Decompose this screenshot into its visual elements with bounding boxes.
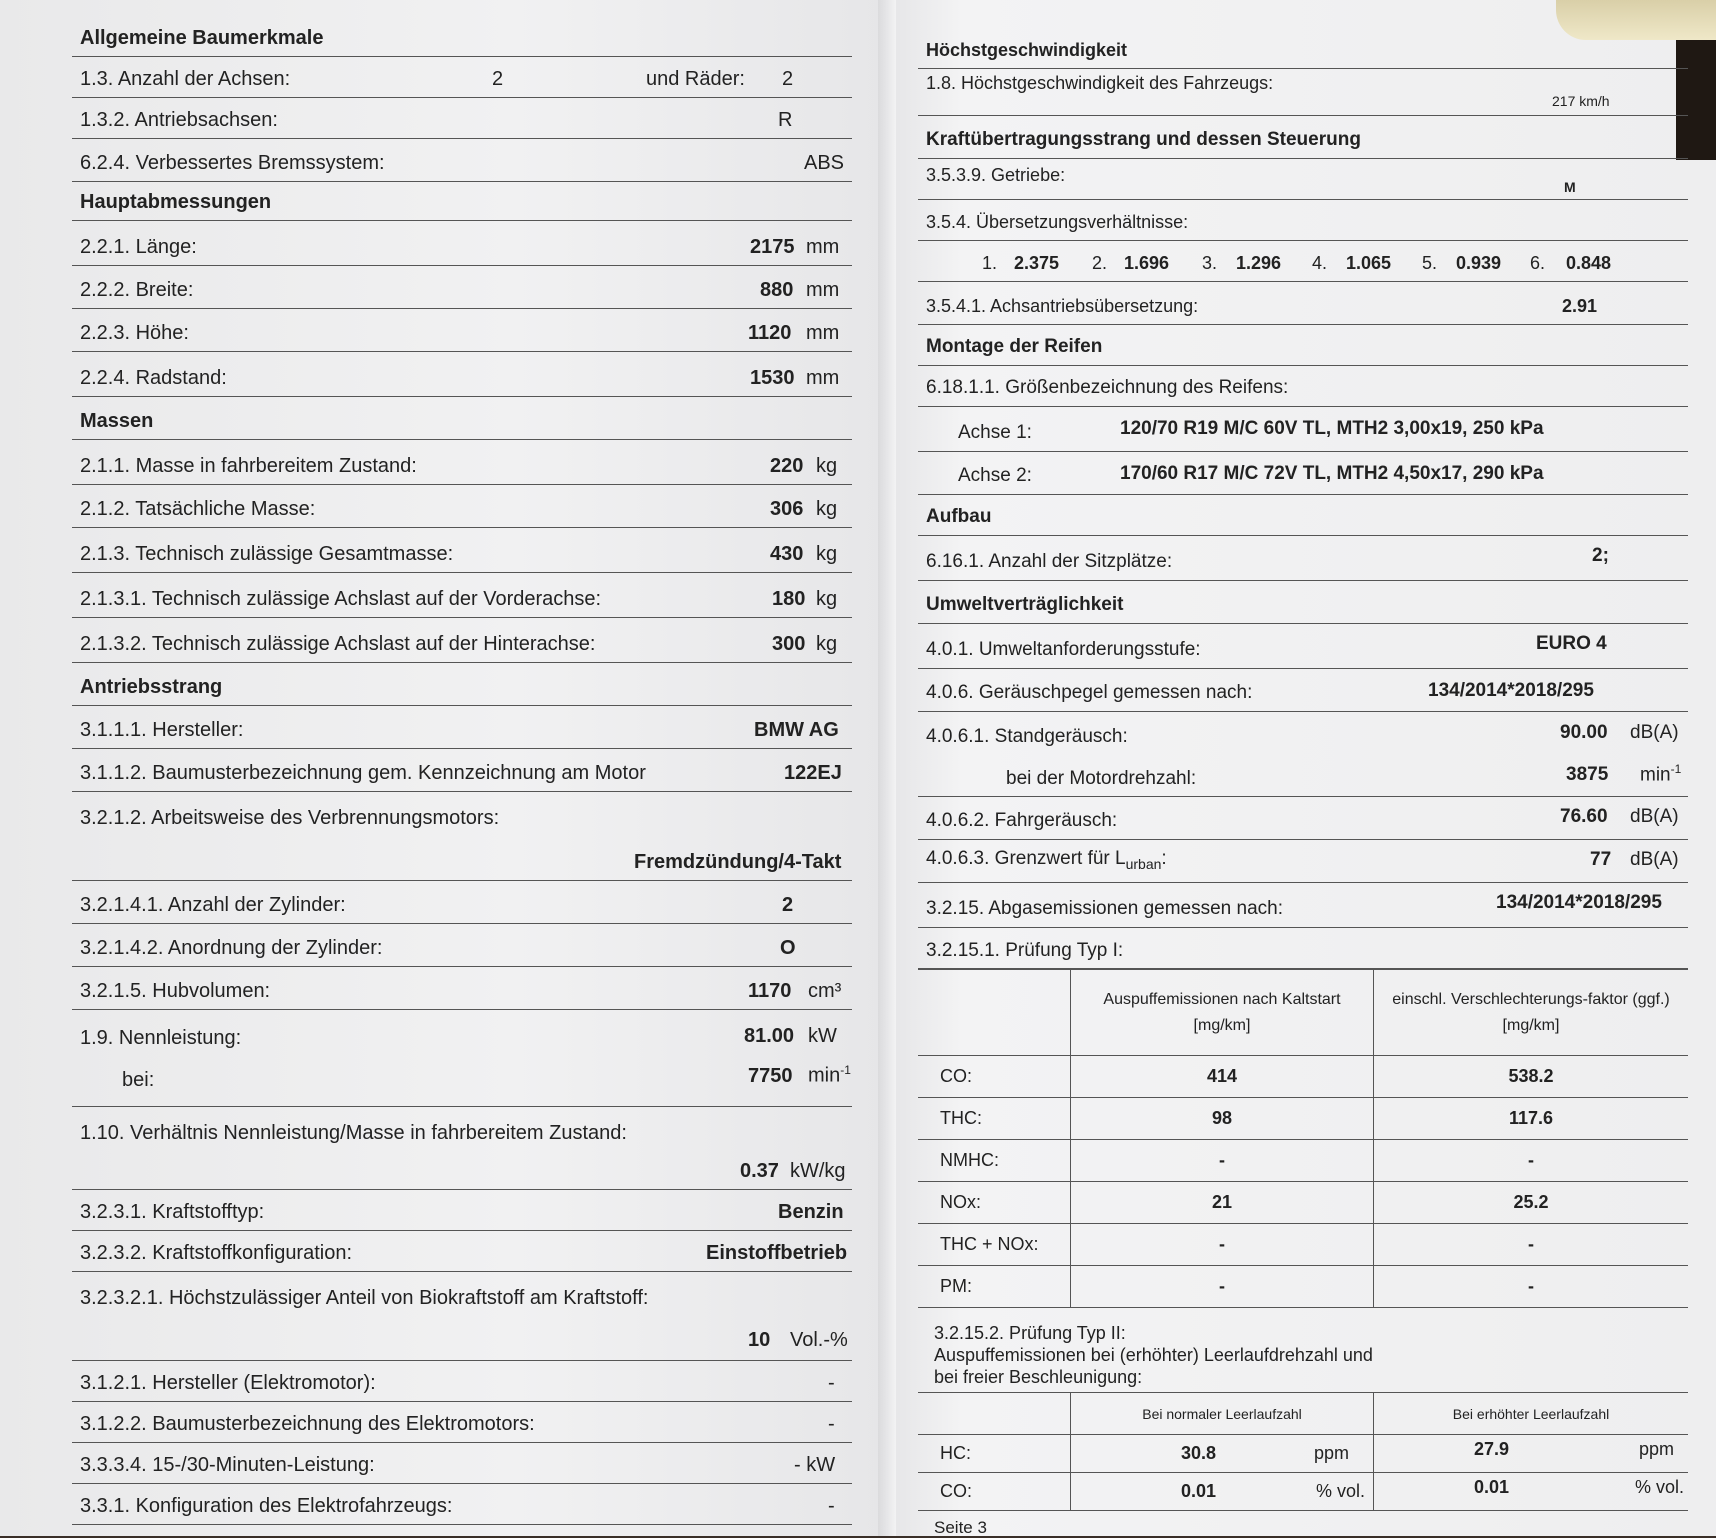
section-kraftuebertragung: Kraftübertragungsstrang und dessen Steuerung [918,116,1688,159]
page-fold [878,0,896,1536]
row-verhaeltnis: 1.10. Verhältnis Nennleistung/Masse in fahrbereitem Zustand: 0.37 kW/kg [72,1106,852,1190]
table-row: THC: 98 117.6 [918,1098,1688,1140]
row-achsantrieb: 3.5.4.1. Achsantriebsübersetzung: 2.91 [918,282,1688,325]
table-pruefung-typ1 [918,969,1688,1308]
row-biokraftstoff: 3.2.3.2.1. Höchstzulässiger Anteil von Biokraftstoff am Kraftstoff: 10 Vol.-% [72,1272,852,1361]
row-achse-1: Achse 1: 120/70 R19 M/C 60V TL, MTH2 3,00x19, 250 kPa [918,407,1688,452]
row-uebersetzung: 3.5.4. Übersetzungsverhältnisse: [918,200,1688,241]
row-minuten-leistung: 3.3.3.4. 15-/30-Minuten-Leistung: - kW [72,1443,852,1484]
row-achslast-hinten: 2.1.3.2. Technisch zulässige Achslast auf der Hinterachse: 300 kg [72,618,852,663]
row-reifengroesse: 6.18.1.1. Größenbezeichnung des Reifens: [918,366,1688,407]
row-getriebe: 3.5.3.9. Getriebe: M [918,159,1688,200]
section-hauptabmessungen: Hauptabmessungen [72,182,852,221]
row-masse-fahrbereit: 2.1.1. Masse in fahrbereitem Zustand: 220 kg [72,440,852,485]
table-pruefung-typ2 [918,1392,1688,1511]
section-hoechstgeschwindigkeit: Höchstgeschwindigkeit [918,38,1688,69]
row-hersteller: 3.1.1.1. Hersteller: BMW AG [72,706,852,749]
row-kraftstoffkonfiguration: 3.2.3.2. Kraftstoffkonfiguration: Einstoffbetrieb [72,1231,852,1272]
row-fahrgeraeusch: 4.0.6.2. Fahrgeräusch: 76.60 dB(A) [918,797,1688,840]
row-laenge: 2.2.1. Länge: 2175 mm [72,221,852,266]
row-tatsaechliche-masse: 2.1.2. Tatsächliche Masse: 306 kg [72,485,852,528]
section-aufbau: Aufbau [918,495,1688,536]
row-hubvolumen: 3.2.1.5. Hubvolumen: 1170 cm³ [72,967,852,1010]
row-breite: 2.2.2. Breite: 880 mm [72,266,852,309]
pruefung-typ2-header: 3.2.15.2. Prüfung Typ II: Auspuffemissionen bei (erhöhter) Leerlaufdrehzahl und bei freier Beschleunigung: [934,1323,1373,1387]
row-hoehe: 2.2.3. Höhe: 1120 mm [72,309,852,352]
table-row: NMHC: - - [918,1140,1688,1182]
row-zylinder-anordnung: 3.2.1.4.2. Anordnung der Zylinder: O [72,924,852,967]
row-geraeuschpegel: 4.0.6. Geräuschpegel gemessen nach: 134/2014*2018/295 [918,669,1688,712]
row-umweltstufe: 4.0.1. Umweltanforderungsstufe: EURO 4 [918,624,1688,669]
row-baumuster-elektro: 3.1.2.2. Baumusterbezeichnung des Elektromotors: - [72,1402,852,1443]
row-konfiguration-elektro: 3.3.1. Konfiguration des Elektrofahrzeugs: - [72,1484,852,1525]
col-header-erhoeht: Bei erhöhter Leerlaufzahl [1374,1393,1689,1435]
page-footer: Seite 3 [934,1518,987,1537]
table-row: CO: 0.01 % vol. 0.01 % vol. [918,1473,1688,1511]
row-zylinder-anzahl: 3.2.1.4.1. Anzahl der Zylinder: 2 [72,881,852,924]
row-grenzwert: 4.0.6.3. Grenzwert für $L_{urban}$: 77 dB(A) [918,840,1688,883]
row-pruefung-typ1: 3.2.15.1. Prüfung Typ I: [918,928,1688,969]
table-row: THC + NOx: - - [918,1224,1688,1266]
left-column [72,14,852,1525]
row-abgasemissionen: 3.2.15. Abgasemissionen gemessen nach: 134/2014*2018/295 [918,883,1688,928]
col-header-verschlechterung: einschl. Verschlechterungs-faktor (ggf.) [mg/km] [1374,970,1689,1056]
section-massen: Massen [72,397,852,440]
row-vmax: 1.8. Höchstgeschwindigkeit des Fahrzeugs: 217 km/h [918,69,1688,116]
row-kraftstofftyp: 3.2.3.1. Kraftstofftyp: Benzin [72,1190,852,1231]
row-achslast-vorne: 2.1.3.1. Technisch zulässige Achslast auf der Vorderachse: 180 kg [72,573,852,618]
row-radstand: 2.2.4. Radstand: 1530 mm [72,352,852,397]
paper-corner [1556,0,1716,40]
right-column [918,38,1688,1511]
table-row: PM: - - [918,1266,1688,1308]
row-gangstufen: 1. 2.375 2. 1.696 3. 1.296 4. 1.065 5. 0.939 6. 0.848 [918,241,1688,282]
row-achse-2: Achse 2: 170/60 R17 M/C 72V TL, MTH2 4,50x17, 290 kPa [918,452,1688,495]
row-arbeitsweise: 3.2.1.2. Arbeitsweise des Verbrennungsmotors: Fremdzündung/4-Takt [72,792,852,881]
row-gesamtmasse: 2.1.3. Technisch zulässige Gesamtmasse: 430 kg [72,528,852,573]
row-bremssystem: 6.2.4. Verbessertes Bremssystem: ABS [72,139,852,182]
table-row: HC: 30.8 ppm 27.9 ppm [918,1435,1688,1473]
row-hersteller-elektro: 3.1.2.1. Hersteller (Elektromotor): - [72,1361,852,1402]
row-baumuster: 3.1.1.2. Baumusterbezeichnung gem. Kennzeichnung am Motor 122EJ [72,749,852,792]
table-row: CO: 414 538.2 [918,1056,1688,1098]
row-standgeraeusch: 4.0.6.1. Standgeräusch: 90.00 dB(A) bei der Motordrehzahl: 3875 $\min^{-1}$ [918,712,1688,797]
row-sitzplaetze: 6.16.1. Anzahl der Sitzplätze: 2; [918,536,1688,581]
col-header-kaltstart: Auspuffemissionen nach Kaltstart [mg/km] [1071,970,1374,1056]
section-allgemeine: Allgemeine Baumerkmale [72,14,852,57]
section-reifen: Montage der Reifen [918,325,1688,366]
row-nennleistung: 1.9. Nennleistung: 81.00 kW bei: 7750 $\min^{-1}$ [80,1025,851,1091]
row-antriebsachsen: 1.3.2. Antriebsachsen: R [72,98,852,139]
table-row: NOx: 21 25.2 [918,1182,1688,1224]
section-umwelt: Umweltverträglichkeit [918,581,1688,624]
section-antriebsstrang: Antriebsstrang [72,663,852,706]
row-achsen: 1.3. Anzahl der Achsen: 2 und Räder: 2 [72,57,852,98]
col-header-normal: Bei normaler Leerlaufzahl [1071,1393,1374,1435]
